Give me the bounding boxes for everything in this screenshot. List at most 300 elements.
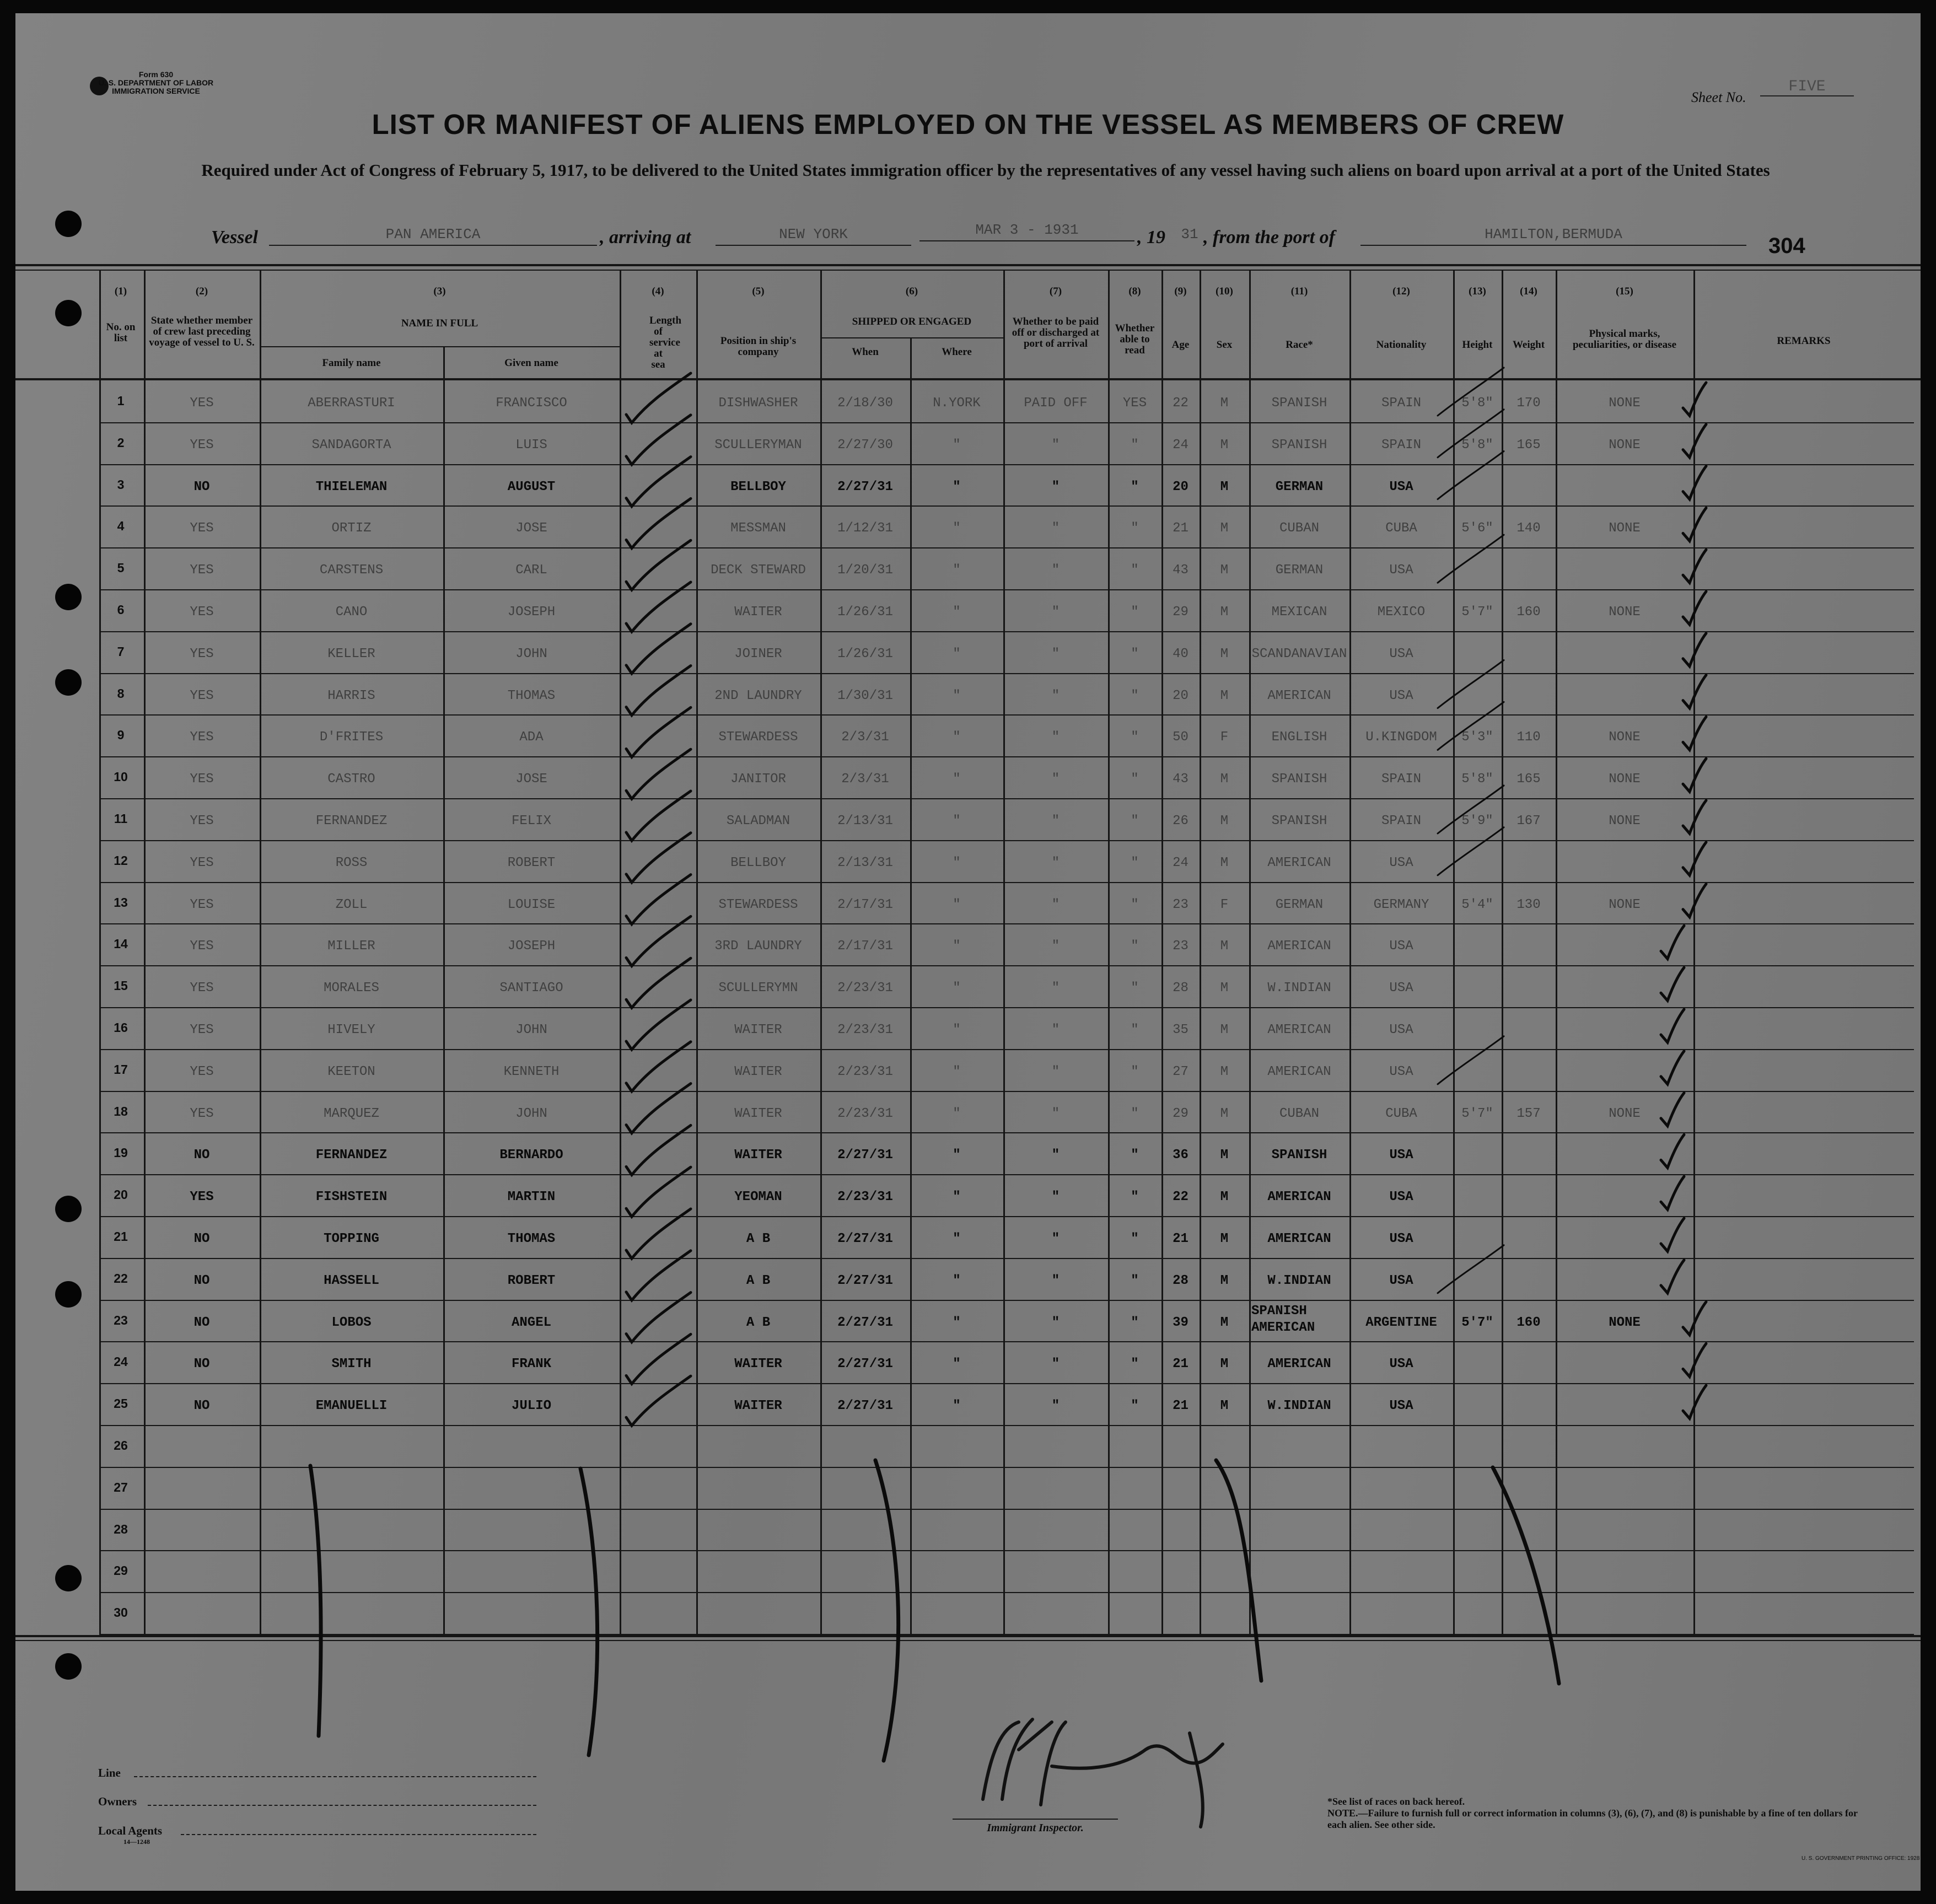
cell-race: SPANISH xyxy=(1271,1148,1327,1163)
cell-nationality: USA xyxy=(1389,688,1413,703)
cell-paid: " xyxy=(1051,437,1060,453)
cell-read: " xyxy=(1131,814,1139,829)
cell-when: 2/3/31 xyxy=(841,730,889,745)
cell-sex: M xyxy=(1220,1023,1229,1037)
row-number: 27 xyxy=(114,1480,128,1494)
cell-age: 21 xyxy=(1173,1357,1189,1372)
cell-race: AMERICAN xyxy=(1267,855,1331,870)
cell-where: " xyxy=(953,521,961,536)
cell-read: " xyxy=(1131,1273,1139,1288)
cell-weight: 160 xyxy=(1516,605,1541,620)
cell-read: " xyxy=(1131,730,1139,745)
row-number: 15 xyxy=(114,978,128,993)
col6-number: (6) xyxy=(905,286,918,297)
cell-height: 5'7" xyxy=(1461,605,1493,620)
cell-prev: NO xyxy=(193,1273,210,1288)
marks-check-mark xyxy=(1683,633,1706,666)
cell-paid: PAID OFF xyxy=(1024,396,1088,411)
service-name: IMMIGRATION SERVICE xyxy=(112,87,200,95)
cell-race: SPANISH xyxy=(1271,772,1327,787)
cell-paid: " xyxy=(1051,1190,1060,1205)
row-number: 6 xyxy=(117,603,125,617)
cell-family: KEETON xyxy=(327,1064,375,1079)
cell-race: MEXICAN xyxy=(1271,605,1327,620)
row-number: 11 xyxy=(114,811,128,826)
cell-nationality: USA xyxy=(1389,1357,1413,1372)
cell-paid: " xyxy=(1051,605,1060,620)
service-check-mark xyxy=(626,624,691,674)
cell-when: 2/23/31 xyxy=(837,1190,893,1205)
cell-where: " xyxy=(953,855,961,870)
cell-height: 5'3" xyxy=(1461,730,1493,745)
cell-height: 5'6" xyxy=(1461,521,1493,536)
cell-given: JOSEPH xyxy=(507,939,556,954)
arrival-year: 31 xyxy=(1181,226,1198,243)
cell-sex: M xyxy=(1220,521,1229,536)
cell-position: MESSMAN xyxy=(730,521,786,536)
cell-sex: M xyxy=(1220,981,1229,996)
cell-read: " xyxy=(1131,939,1139,954)
cell-given: JULIO xyxy=(511,1399,551,1414)
cell-height: 5'9" xyxy=(1461,814,1493,829)
cell-race: SPANISH xyxy=(1271,437,1327,453)
cell-nationality: USA xyxy=(1389,1273,1413,1288)
row-number: 29 xyxy=(114,1563,128,1578)
cell-family: MILLER xyxy=(327,939,375,954)
cell-nationality: USA xyxy=(1389,563,1413,578)
cell-age: 35 xyxy=(1173,1023,1189,1037)
cell-read: " xyxy=(1131,855,1139,870)
cell-race: W.INDIAN xyxy=(1267,1399,1331,1414)
sheet-number-value: FIVE xyxy=(1760,78,1854,96)
cell-family: HASSELL xyxy=(324,1273,379,1288)
pen-stroke xyxy=(875,1460,899,1761)
cell-nationality: USA xyxy=(1389,939,1413,954)
cell-nationality: CUBA xyxy=(1385,521,1417,536)
cell-read: " xyxy=(1131,646,1139,661)
cell-weight: 130 xyxy=(1516,897,1541,912)
col3-number: (3) xyxy=(433,286,446,297)
cell-prev: NO xyxy=(193,1231,210,1246)
cell-paid: " xyxy=(1051,814,1060,829)
cell-position: BELLBOY xyxy=(730,855,786,870)
service-check-mark xyxy=(626,1167,691,1217)
cell-sex: F xyxy=(1220,897,1229,912)
service-check-mark xyxy=(626,916,691,966)
cell-sex: M xyxy=(1220,1399,1229,1414)
cell-position: 3RD LAUNDRY xyxy=(714,939,802,954)
marks-check-mark xyxy=(1661,1260,1684,1293)
cell-when: 2/27/31 xyxy=(837,479,893,494)
cell-position: SALADMAN xyxy=(726,814,790,829)
height-slash-mark xyxy=(1438,451,1504,499)
cell-where: " xyxy=(953,479,961,494)
cell-prev: YES xyxy=(190,688,214,703)
cell-weight: 165 xyxy=(1516,772,1541,787)
cell-prev: YES xyxy=(190,1106,214,1121)
service-check-mark xyxy=(626,582,691,632)
cell-nationality: CUBA xyxy=(1385,1106,1417,1121)
cell-sex: M xyxy=(1220,1273,1229,1288)
service-check-mark xyxy=(626,1334,691,1384)
cell-position: BELLBOY xyxy=(730,479,786,494)
cell-sex: M xyxy=(1220,855,1229,870)
line-label: Line xyxy=(98,1766,121,1779)
cell-when: 2/13/31 xyxy=(837,855,893,870)
cell-age: 23 xyxy=(1173,939,1189,954)
marks-check-mark xyxy=(1683,550,1706,583)
cell-age: 43 xyxy=(1173,772,1189,787)
cell-sex: M xyxy=(1220,479,1229,494)
row-number: 9 xyxy=(117,728,125,743)
cell-prev: YES xyxy=(190,897,214,912)
cell-race: SPANISH xyxy=(1271,814,1327,829)
cell-position: 2ND LAUNDRY xyxy=(714,688,802,703)
cell-prev: YES xyxy=(190,939,214,954)
height-slash-mark xyxy=(1438,827,1504,875)
cell-race: AMERICAN xyxy=(1267,688,1331,703)
cell-position: JOINER xyxy=(734,646,782,661)
row-number: 26 xyxy=(114,1438,128,1453)
cell-sex: M xyxy=(1220,646,1229,661)
from-port-label: , from the port of xyxy=(1203,227,1335,248)
row-number: 12 xyxy=(114,853,128,868)
cell-family: CARSTENS xyxy=(319,563,384,578)
cell-read: " xyxy=(1131,1106,1139,1121)
cell-prev: YES xyxy=(190,1064,214,1079)
cell-read: " xyxy=(1131,1315,1139,1330)
cell-age: 23 xyxy=(1173,897,1189,912)
cell-race: ENGLISH xyxy=(1271,730,1327,745)
row-number: 8 xyxy=(117,686,125,701)
arriving-label: , arriving at xyxy=(600,227,691,248)
marks-check-mark xyxy=(1661,1176,1684,1209)
service-check-mark xyxy=(626,707,691,757)
form-code: 14—1248 xyxy=(123,1838,150,1846)
marks-check-mark xyxy=(1683,884,1706,917)
cell-age: 28 xyxy=(1173,1273,1189,1288)
cell-prev: YES xyxy=(190,563,214,578)
cell-prev: YES xyxy=(190,521,214,536)
pen-stroke xyxy=(310,1466,321,1736)
col3a-header: Family name xyxy=(322,357,381,369)
cell-marks: NONE xyxy=(1609,437,1641,453)
cell-sex: M xyxy=(1220,1315,1229,1330)
arrival-date: MAR 3 - 1931 xyxy=(919,222,1134,241)
col5-header: Position in ship's company xyxy=(720,335,797,358)
cell-when: 1/30/31 xyxy=(837,688,893,703)
cell-when: 1/20/31 xyxy=(837,563,893,578)
col1-header: No. on list xyxy=(106,321,136,344)
service-check-mark xyxy=(626,666,691,716)
cell-nationality: USA xyxy=(1389,646,1413,661)
col11-number: (11) xyxy=(1290,286,1308,297)
cell-prev: YES xyxy=(190,396,214,411)
cell-race: AMERICAN xyxy=(1267,1231,1331,1246)
cell-given: JOSE xyxy=(515,521,547,536)
cell-sex: M xyxy=(1220,1190,1229,1205)
cell-weight: 165 xyxy=(1516,437,1541,453)
manifest-sheet xyxy=(15,13,1921,1891)
cell-family: FERNANDEZ xyxy=(315,1148,388,1163)
service-check-mark xyxy=(626,749,691,799)
cell-read: " xyxy=(1131,1148,1139,1163)
pen-stroke xyxy=(1216,1460,1261,1681)
cell-age: 24 xyxy=(1173,437,1189,453)
cell-where: " xyxy=(953,563,961,578)
cell-where: " xyxy=(953,1357,961,1372)
cell-paid: " xyxy=(1051,939,1060,954)
cell-position: STEWARDESS xyxy=(718,897,798,912)
cell-prev: YES xyxy=(190,772,214,787)
cell-prev: NO xyxy=(193,479,210,494)
cell-when: 2/27/31 xyxy=(837,1399,893,1414)
ink-marks xyxy=(15,13,1921,1891)
cell-when: 2/23/31 xyxy=(837,1106,893,1121)
cell-when: 2/27/31 xyxy=(837,1357,893,1372)
marks-check-mark xyxy=(1661,1009,1684,1042)
marks-check-mark xyxy=(1661,1218,1684,1251)
height-slash-mark xyxy=(1438,1245,1504,1293)
cell-family: CASTRO xyxy=(327,772,375,787)
service-check-mark xyxy=(626,1251,691,1300)
cell-position: WAITER xyxy=(734,1399,782,1414)
cell-where: " xyxy=(953,1273,961,1288)
cell-height: 5'8" xyxy=(1461,772,1493,787)
cell-age: 22 xyxy=(1173,396,1189,411)
service-check-mark xyxy=(626,958,691,1008)
cell-paid: " xyxy=(1051,1023,1060,1037)
cell-family: CANO xyxy=(335,605,368,620)
cell-age: 24 xyxy=(1173,855,1189,870)
cell-position: YEOMAN xyxy=(734,1190,782,1205)
cell-given: JOSEPH xyxy=(507,605,556,620)
cell-read: " xyxy=(1131,1399,1139,1414)
cell-when: 2/3/31 xyxy=(841,772,889,787)
service-check-mark xyxy=(626,1376,691,1426)
col10-number: (10) xyxy=(1216,286,1233,297)
cell-paid: " xyxy=(1051,1273,1060,1288)
cell-race: W.INDIAN xyxy=(1267,1273,1331,1288)
cell-age: 43 xyxy=(1173,563,1189,578)
col6-header: SHIPPED OR ENGAGED xyxy=(852,316,972,327)
cell-sex: M xyxy=(1220,1106,1229,1121)
cell-position: A B xyxy=(746,1315,771,1330)
cell-prev: YES xyxy=(190,855,214,870)
col4-header: Length of service at sea xyxy=(649,315,682,370)
cell-nationality: SPAIN xyxy=(1381,814,1421,829)
cell-nationality: MEXICO xyxy=(1377,605,1426,620)
cell-where: " xyxy=(953,1064,961,1079)
cell-position: DISHWASHER xyxy=(718,396,798,411)
cell-age: 21 xyxy=(1173,521,1189,536)
cell-when: 2/27/30 xyxy=(837,437,893,453)
cell-age: 29 xyxy=(1173,1106,1189,1121)
marks-check-mark xyxy=(1683,466,1706,499)
cell-height: 5'4" xyxy=(1461,897,1493,912)
cell-position: STEWARDESS xyxy=(718,730,798,745)
service-check-mark xyxy=(626,833,691,883)
cell-age: 36 xyxy=(1173,1148,1189,1163)
cell-given: ADA xyxy=(519,730,544,745)
height-slash-mark xyxy=(1438,1036,1504,1084)
cell-age: 39 xyxy=(1173,1315,1189,1330)
cell-paid: " xyxy=(1051,688,1060,703)
col3b-header: Given name xyxy=(504,357,558,369)
marks-check-mark xyxy=(1661,1134,1684,1168)
cell-position: WAITER xyxy=(734,1357,782,1372)
cell-given: JOHN xyxy=(515,1023,547,1037)
pen-stroke xyxy=(580,1469,598,1755)
line-field xyxy=(134,1776,536,1777)
cell-nationality: USA xyxy=(1389,855,1413,870)
cell-when: 2/23/31 xyxy=(837,1064,893,1079)
marks-check-mark xyxy=(1683,508,1706,541)
race-note: *See list of races on back hereof. xyxy=(1327,1796,1465,1807)
service-check-mark xyxy=(626,1293,691,1342)
owners-field xyxy=(148,1805,536,1806)
col5-number: (5) xyxy=(752,286,765,297)
stamp-number: 304 xyxy=(1768,234,1805,258)
cell-when: 2/23/31 xyxy=(837,1023,893,1037)
cell-race: W.INDIAN xyxy=(1267,981,1331,996)
cell-paid: " xyxy=(1051,981,1060,996)
cell-prev: YES xyxy=(190,605,214,620)
cell-family: SMITH xyxy=(331,1357,372,1372)
cell-weight: 140 xyxy=(1516,521,1541,536)
cell-prev: YES xyxy=(190,981,214,996)
row-number: 22 xyxy=(114,1271,128,1286)
row-number: 28 xyxy=(114,1521,128,1536)
cell-read: " xyxy=(1131,772,1139,787)
cell-position: JANITOR xyxy=(730,772,786,787)
cell-nationality: SPAIN xyxy=(1381,772,1421,787)
cell-prev: YES xyxy=(190,1190,214,1205)
cell-where: " xyxy=(953,730,961,745)
cell-read: " xyxy=(1131,897,1139,912)
cell-family: SANDAGORTA xyxy=(311,437,391,453)
cell-given: JOSE xyxy=(515,772,547,787)
row-number: 7 xyxy=(117,644,125,659)
cell-paid: " xyxy=(1051,1399,1060,1414)
cell-paid: " xyxy=(1051,1148,1060,1163)
cell-prev: YES xyxy=(190,814,214,829)
cell-family: EMANUELLI xyxy=(315,1399,388,1414)
service-check-mark xyxy=(626,1209,691,1258)
cell-family: FERNANDEZ xyxy=(315,814,388,829)
cell-nationality: USA xyxy=(1389,1190,1413,1205)
cell-paid: " xyxy=(1051,1064,1060,1079)
cell-where: " xyxy=(953,437,961,453)
height-slash-mark xyxy=(1438,786,1504,833)
marks-check-mark xyxy=(1683,759,1706,792)
service-check-mark xyxy=(626,791,691,841)
marks-check-mark xyxy=(1683,1343,1706,1376)
footer-notes xyxy=(1327,1796,1879,1831)
inspector-signature xyxy=(983,1719,1223,1827)
cell-marks: NONE xyxy=(1609,1106,1641,1121)
cell-when: 2/17/31 xyxy=(837,897,893,912)
cell-weight: 110 xyxy=(1516,730,1541,745)
cell-age: 40 xyxy=(1173,646,1189,661)
cell-race: GERMAN xyxy=(1275,563,1324,578)
inspector-label: Immigrant Inspector. xyxy=(953,1819,1118,1835)
cell-paid: " xyxy=(1051,897,1060,912)
cell-family: HARRIS xyxy=(327,688,375,703)
sheet-number-label: Sheet No. xyxy=(1691,89,1746,105)
cell-when: 2/27/31 xyxy=(837,1273,893,1288)
cell-height: 5'7" xyxy=(1461,1106,1493,1121)
cell-prev: YES xyxy=(190,730,214,745)
cell-race: SPANISH AMERICAN xyxy=(1251,1303,1315,1335)
cell-family: HIVELY xyxy=(327,1023,375,1037)
cell-when: 2/13/31 xyxy=(837,814,893,829)
cell-read: " xyxy=(1131,1357,1139,1372)
department-name: U. S. DEPARTMENT OF LABOR xyxy=(98,78,214,87)
cell-race: SCANDANAVIAN xyxy=(1251,646,1347,661)
cell-position: WAITER xyxy=(734,605,782,620)
service-check-mark xyxy=(626,1000,691,1050)
cell-given: SANTIAGO xyxy=(499,981,563,996)
cell-nationality: USA xyxy=(1389,1023,1413,1037)
col3-header: NAME IN FULL xyxy=(401,318,478,329)
col8-header: Whether able to read xyxy=(1115,322,1155,356)
departure-port: HAMILTON,BERMUDA xyxy=(1360,226,1746,246)
row-number: 2 xyxy=(117,435,125,450)
cell-where: " xyxy=(953,939,961,954)
cell-sex: M xyxy=(1220,939,1229,954)
cell-nationality: USA xyxy=(1389,1148,1413,1163)
cell-given: THOMAS xyxy=(507,688,556,703)
cell-when: 2/27/31 xyxy=(837,1231,893,1246)
col15-number: (15) xyxy=(1616,286,1633,297)
cell-sex: M xyxy=(1220,396,1229,411)
col11-header: Race* xyxy=(1286,339,1313,351)
cell-sex: M xyxy=(1220,1148,1229,1163)
col13-number: (13) xyxy=(1469,286,1486,297)
cell-family: TOPPING xyxy=(324,1231,379,1246)
cell-where: " xyxy=(953,772,961,787)
cell-read: " xyxy=(1131,1023,1139,1037)
document-subtitle: Required under Act of Congress of February 5, 1917, to be delivered to the United States immigration officer by the representatives of any vessel having such aliens on board upon arrival at a port of the United States xyxy=(201,160,1770,180)
cell-marks: NONE xyxy=(1609,1315,1641,1330)
cell-age: 22 xyxy=(1173,1190,1189,1205)
cell-position: WAITER xyxy=(734,1064,782,1079)
pen-stroke xyxy=(1493,1467,1559,1684)
marks-check-mark xyxy=(1683,675,1706,708)
cell-family: ROSS xyxy=(335,855,368,870)
cell-marks: NONE xyxy=(1609,730,1641,745)
col1-number: (1) xyxy=(114,286,127,297)
service-check-mark xyxy=(626,540,691,590)
cell-age: 26 xyxy=(1173,814,1189,829)
cell-read: " xyxy=(1131,521,1139,536)
marks-check-mark xyxy=(1661,1051,1684,1084)
cell-given: FRANCISCO xyxy=(496,396,567,411)
cell-when: 2/17/31 xyxy=(837,939,893,954)
cell-position: A B xyxy=(746,1273,771,1288)
col14-number: (14) xyxy=(1520,286,1537,297)
marks-check-mark xyxy=(1683,800,1706,833)
cell-nationality: USA xyxy=(1389,1231,1413,1246)
row-number: 5 xyxy=(117,561,125,575)
col15-header: Physical marks, peculiarities, or disease xyxy=(1572,328,1677,351)
cell-read: " xyxy=(1131,1231,1139,1246)
cell-nationality: U.KINGDOM xyxy=(1365,730,1437,745)
cell-when: 1/26/31 xyxy=(837,646,893,661)
cell-read: " xyxy=(1131,688,1139,703)
cell-sex: M xyxy=(1220,605,1229,620)
